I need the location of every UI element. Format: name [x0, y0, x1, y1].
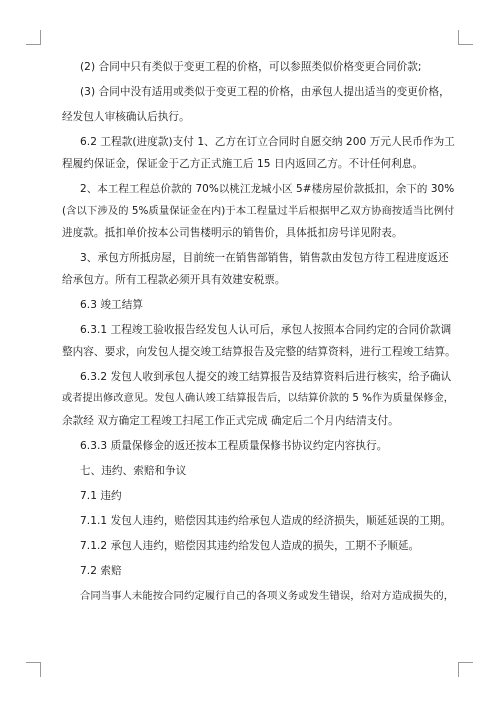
clause-line: 7.1.2 承包人违约，赔偿因其违约给发包人造成的损失，工期不予顺延。 — [80, 540, 420, 552]
clause-line: 经发包人审核确认后执行。 — [62, 111, 190, 123]
crop-mark-bottom-left — [26, 662, 41, 677]
clause-line: 7.1.1 发包人违约，赔偿因其违约给承包人造成的经济损失，顺延延误的工期。 — [80, 515, 452, 527]
clause-line: 3、承包方所抵房屋，目前统一在销售部销售，销售款由发包方待工程进度返还 — [80, 252, 449, 264]
clause-line: 6.3.3 质量保修金的返还按本工程质量保修书协议约定内容执行。 — [80, 440, 388, 452]
clause-line: (3) 合同中没有适用或类似于变更工程的价格，由承包人提出适当的变更价格， — [80, 86, 450, 98]
chapter-heading-7: 七、违约、索赔和争议 — [80, 465, 187, 477]
section-heading-6-3: 6.3 竣工结算 — [80, 299, 143, 311]
section-heading-7-2: 7.2 索赔 — [80, 565, 122, 577]
clause-line: 余款经 双方确定工程竣工扫尾工作正式完成 确定后二个月内结清支付。 — [62, 415, 399, 427]
section-heading-6-2: 6.2 工程款(进度款)支付 1、乙方在订立合同时自愿交纳 200 万元人民币作为工 — [80, 136, 455, 148]
section-heading-7-1: 7.1 违约 — [80, 490, 122, 502]
crop-mark-top-left — [26, 30, 41, 45]
clause-line: 程履约保证金，保证金于乙方正式施工后 15 日内返回乙方。不计任何利息。 — [62, 158, 424, 170]
clause-line: 进度款。抵扣单价按本公司售楼明示的销售价，具体抵扣房号详见附表。 — [62, 227, 403, 239]
clause-line: (含以下涉及的 5%质量保证金在内)于本工程量过半后根据甲乙双方协商按适当比例付 — [62, 205, 455, 217]
clause-line: 6.3.2 发包人收到承包人提交的竣工结算报告及结算资料后进行核实，给予确认 — [80, 371, 452, 383]
clause-line: 6.3.1 工程竣工验收报告经发包人认可后，承包人按照本合同约定的合同价款调 — [80, 324, 452, 336]
clause-line: 2、本工程工程总价款的 70%以桃江龙城小区 5#楼房屋价款抵扣，余下的 30% — [80, 183, 455, 195]
clause-line: 合同当事人未能按合同约定履行自己的各项义务或发生错误，给对方造成损失的， — [80, 590, 455, 602]
clause-line: 给承包方。所有工程款必须开具有效建安税票。 — [62, 274, 286, 286]
crop-mark-top-right — [458, 30, 473, 45]
crop-mark-bottom-right — [458, 662, 473, 677]
clause-line: (2) 合同中只有类似于变更工程的价格，可以参照类似价格变更合同价款; — [80, 61, 422, 73]
clause-line: 或者提出修改意见。发包人确认竣工结算报告后，以结算价款的 5 %作为质量保修金， — [62, 393, 454, 404]
clause-line: 整内容、要求，向发包人提交竣工结算报告及完整的结算资料，进行工程竣工结算。 — [62, 346, 456, 358]
document-body — [62, 60, 456, 603]
